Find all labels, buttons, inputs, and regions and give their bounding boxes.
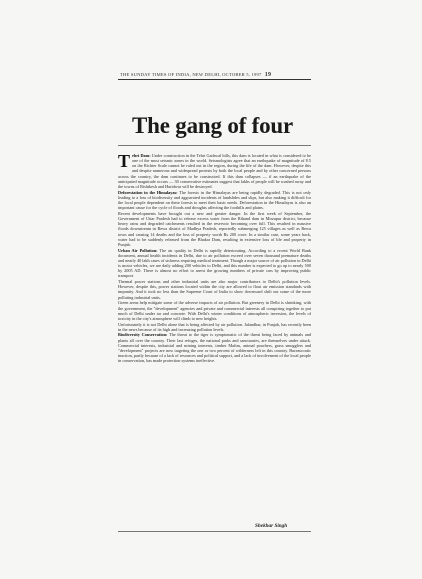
paragraph-text: Green areas help mitigate some of the adverse impacts of air pollution. But greenery in Delhi is shrinking, with the government, the "development" agencies and private and commercial interests all conspiring together to put much of Delhi under tar and concrete. With Delhi's winter conditions of atmospheric inversion, the levels of toxicity in the city's atmosphere will climb to new heights. xyxy=(118,300,311,321)
article-paragraph xyxy=(118,190,311,211)
paragraph-lead: Urban Air Pollution: xyxy=(118,247,158,253)
paragraph-text: The air quality in Delhi is rapidly deteriorating. According to a recent World Bank document, annual health incidents in Delhi, due to air pollution exceed over seven thousand premature deaths and nearly 40 lakh cases of sickness requiring medical treatment. Though a major source of air pollution in Delhi is motor vehicles, we are daily adding 200 vehicles to Delhi, and this number is expected to go up to nearly 500 by 2005 AD. There is almost no effort to arrest the growing numbers of private cars by improving public transport. xyxy=(118,247,311,279)
article-paragraph xyxy=(118,153,311,189)
headline-rule xyxy=(118,145,311,146)
paragraph-lead: ehri Dam: xyxy=(132,153,151,158)
article-paragraph xyxy=(118,248,311,279)
top-rule xyxy=(118,79,311,80)
paragraph-text: Under construction in the Tehri Garhwal hills, this dam is located in what is considered to be one of the most seismic zones in the world. Seismologists agree that an earthquake of magnitude of 8.5 on the Richter Scale cannot be ruled out in the region, during the life of the dam. However, despite this and despite numerous and widespread protests by both the local people and by other concerned persons across the country, the dam continues to be constructed. If this dam collapses — if an earthquake of the anticipated magnitude occurs — 30 conservative estimates suggest that lakhs of people will be washed away and the towns of Rishikesh and Haridwar will be destroyed. xyxy=(118,153,311,189)
article-paragraph xyxy=(118,211,311,247)
article-paragraph xyxy=(118,300,311,321)
paragraph-text: The forests in the Himalayas are being rapidly degraded. This is not only leading to a loss of biodiversity and aggravated incidents of landslides and slips, but also making it difficult for the local people dependent on these forests to meet their basic needs. Deforestation in the Himalayas is also an important cause for the cycle of floods and droughts affecting the foothills and plains. xyxy=(118,189,311,211)
headline: The gang of four xyxy=(132,113,294,138)
bottom-rule xyxy=(118,531,311,532)
page-number: 19 xyxy=(264,72,272,78)
byline: Shekhar Singh xyxy=(255,523,288,529)
drop-cap: T xyxy=(118,153,131,171)
paragraph-text: The threat to the tiger is symptomatic of the threat being faced by animals and plants all over the country. Their last refuges, the national parks and sanctuaries, are themselves under attack. Commercial interests, industrial and mining interests, timber Mafias, animal poachers, grass smugglers and "development" projects are now targeting the one or two percent of wilderness left in this country. Bureaucratic inaction, partly because of a lack of resources and political support, and a lack of involvement of the local people in conservation, has made protection systems ineffective. xyxy=(118,332,311,364)
paragraph-text: Thermal power stations and other industrial units are also major contributors to Delhi's pollution levels. However, despite this, power stations located within the city are allowed to flout air emission standards with impunity. And it took no less than the Supreme Court of India to show downward shift out some of the more polluting industrial units. xyxy=(118,279,311,300)
paragraph-text: Recent developments have brought out a new and greater danger. In the first week of September, the Government of Uttar Pradesh had to release excess water from the Rihand dam in Mirzapur district, because heavy rains and degraded catchments resulted in the reservoir becoming over full. This resulted in massive floods downstream in Rewa district of Madhya Pradesh, reportedly submerging 125 villages as well as Rewa town and causing 14 deaths and the loss of property worth Rs 200 crore. In a similar case, some years back, water had to be suddenly released from the Bhakra Dam, resulting in extensive loss of life and property in Punjab. xyxy=(118,210,311,247)
masthead-line xyxy=(120,72,312,78)
article-paragraph xyxy=(118,332,311,363)
article-body xyxy=(118,153,311,523)
paragraph-text: Unfortunately it is not Delhi alone that is being affected by air pollution. Jalandhar, in Punjab, has recently been in the news because of its high and increasing pollution levels. xyxy=(118,321,311,332)
article-paragraph xyxy=(118,279,311,300)
article-paragraph xyxy=(118,322,311,332)
paragraph-lead: Biodiversity Conservation: xyxy=(118,332,168,338)
paragraph-lead: Deforestation in the Himalayas: xyxy=(118,189,178,195)
masthead-text: THE SUNDAY TIMES OF INDIA, NEW DELHI, OCTOBER 5, 1997 xyxy=(120,72,262,77)
